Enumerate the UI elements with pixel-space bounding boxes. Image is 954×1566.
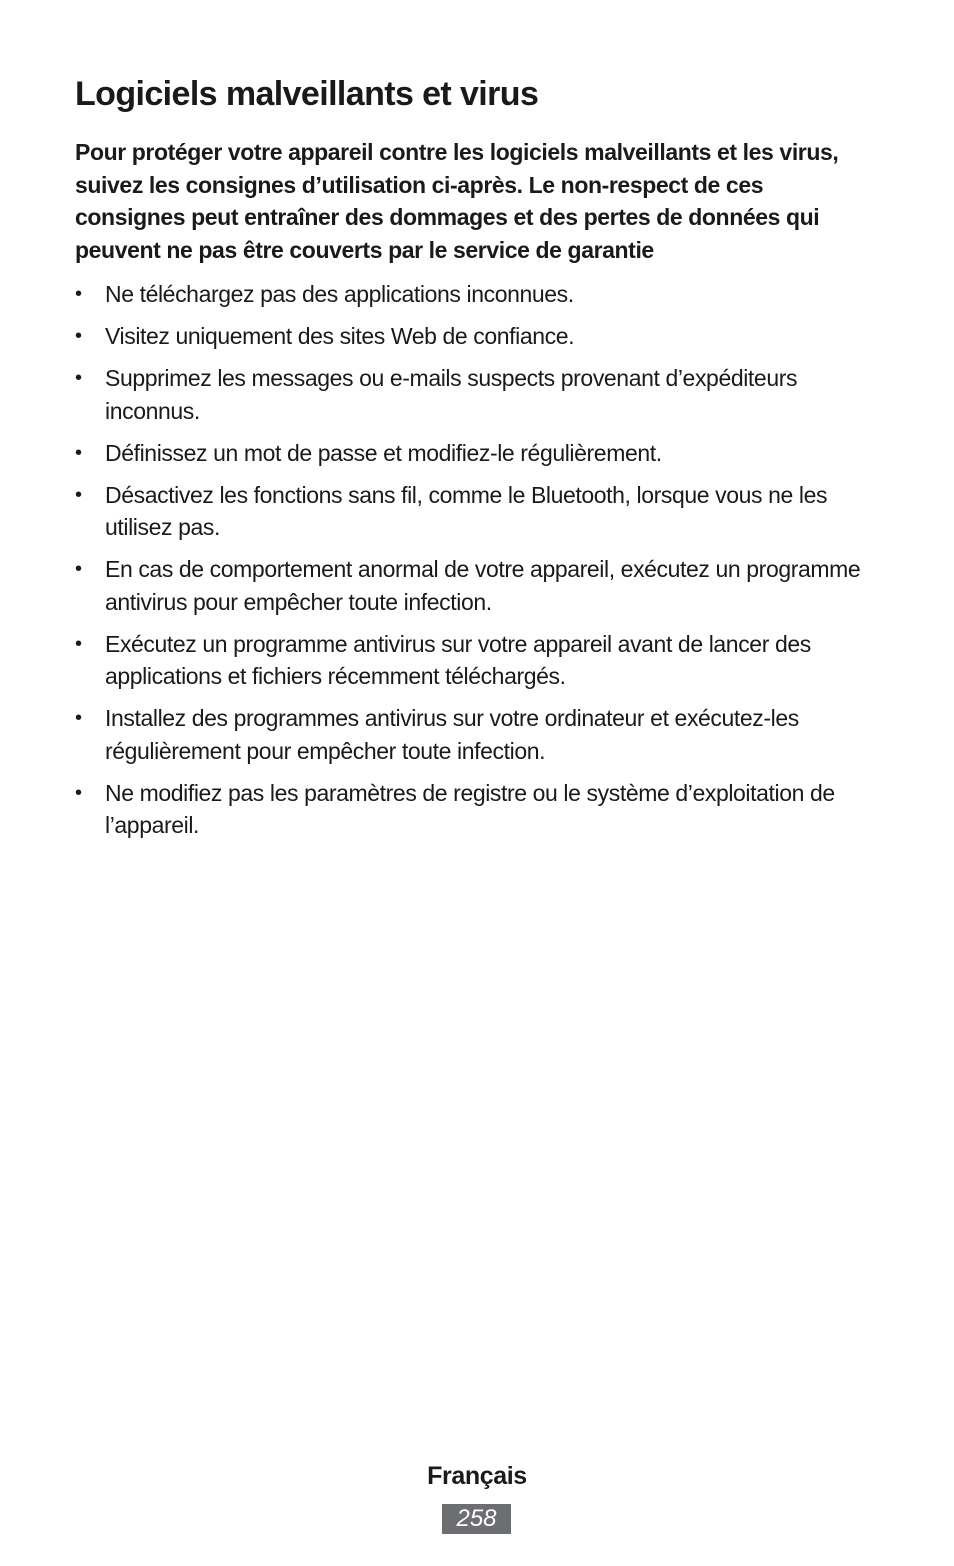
bullet-icon: • <box>75 781 82 804</box>
bullet-icon: • <box>75 283 82 305</box>
list-item <box>75 362 865 427</box>
list-item <box>75 553 865 618</box>
list-item-text: Installez des programmes antivirus sur votre ordinateur et exécutez-les régulièrement pour empêcher toute infection. <box>105 705 799 764</box>
bullet-icon: • <box>75 707 82 729</box>
list-item <box>75 628 865 693</box>
list-item <box>75 702 865 767</box>
list-item <box>75 278 865 311</box>
bullet-icon: • <box>75 441 82 464</box>
list-item-text: Désactivez les fonctions sans fil, comme le Bluetooth, lorsque vous ne les utilisez pas. <box>105 481 828 540</box>
list-item <box>75 777 865 842</box>
list-item-text: Définissez un mot de passe et modifiez-le régulièrement. <box>105 439 662 466</box>
list-item <box>75 437 865 470</box>
list-item-text: Ne téléchargez pas des applications inconnues. <box>105 281 574 307</box>
list-item <box>75 320 865 353</box>
intro-paragraph: Pour protéger votre appareil contre les logiciels malveillants et les virus, suivez les consignes d’utilisation ci-après. Le non-respect de ces consignes peut entraîner des dommages et des pertes de données qui peuvent ne pas être couverts par le service de garantie <box>75 139 839 263</box>
guideline-list <box>75 278 865 851</box>
bullet-icon: • <box>75 558 82 580</box>
list-item <box>75 479 865 544</box>
list-item-text: En cas de comportement anormal de votre appareil, exécutez un programme antivirus pour empêcher toute infection. <box>105 556 861 615</box>
list-item-text: Visitez uniquement des sites Web de confiance. <box>105 323 575 349</box>
page-number-badge: 258 <box>442 1504 511 1534</box>
bullet-icon: • <box>75 325 82 347</box>
section-title: Logiciels malveillants et virus <box>75 75 539 113</box>
bullet-icon: • <box>75 367 82 389</box>
list-item-text: Exécutez un programme antivirus sur votre appareil avant de lancer des applications et fichiers récemment téléchargés. <box>105 630 811 689</box>
bullet-icon: • <box>75 632 82 655</box>
list-item-text: Ne modifiez pas les paramètres de registre ou le système d’exploitation de l’appareil. <box>105 779 835 838</box>
bullet-icon: • <box>75 483 82 506</box>
list-item-text: Supprimez les messages ou e-mails suspects provenant d’expéditeurs inconnus. <box>105 365 798 424</box>
footer-language: Français <box>427 1462 527 1490</box>
